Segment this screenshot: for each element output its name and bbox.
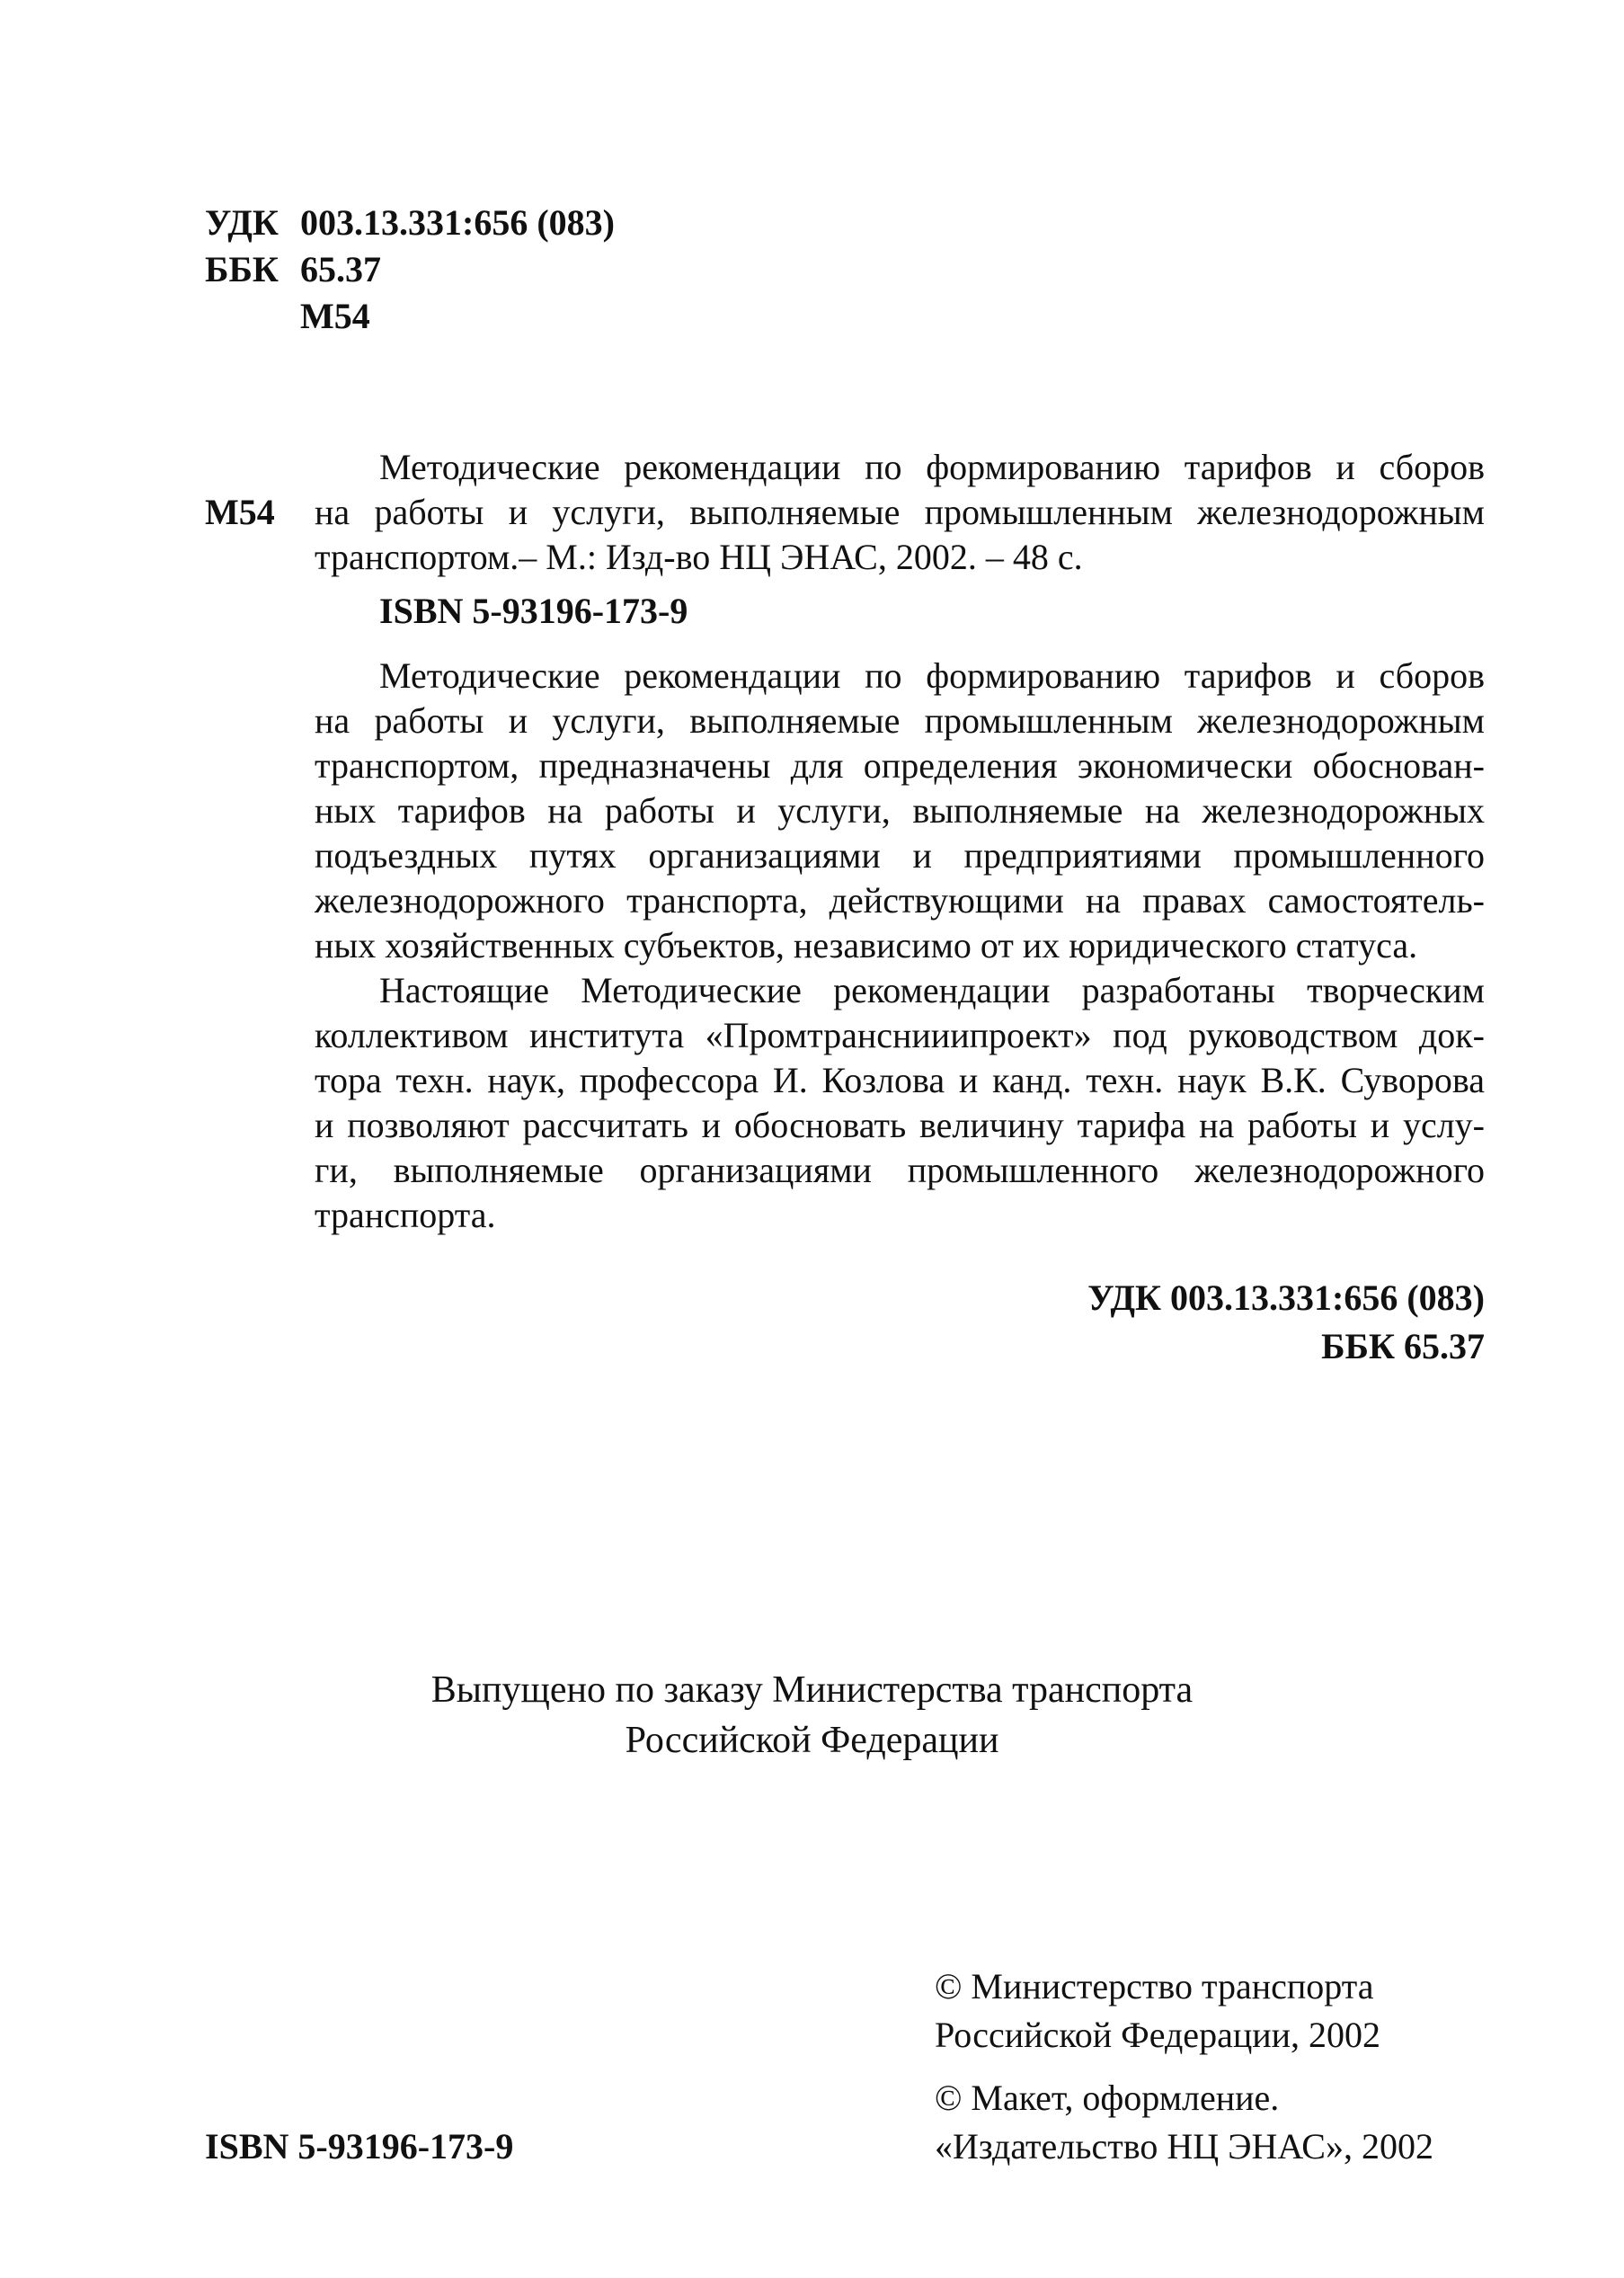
udk-value: 003.13.331:656 (083) <box>300 202 615 243</box>
abstract-line: тора техн. наук, профессора И. Козлова и канд. техн. наук В.К. Суворова <box>315 1060 1485 1100</box>
commission-line-2: Российской Федерации <box>625 1720 999 1761</box>
copyright-line: © Макет, оформление. <box>935 2078 1280 2118</box>
udk-label: УДК <box>205 202 279 243</box>
abstract-line: на работы и услуги, выполняемые промышленным железнодорожным <box>315 700 1485 741</box>
footer-udk: УДК 003.13.331:656 (083) <box>1087 1277 1485 1318</box>
bib-title-line-1: Методические рекомендации по формированию тарифов и сборов <box>379 447 1485 487</box>
abstract-line: ных хозяйственных субъектов, независимо от их юридического статуса. <box>315 925 1418 965</box>
abstract-line: Методические рекомендации по формированию тарифов и сборов <box>379 655 1485 696</box>
abstract-line: железнодорожного транспорта, действующими на правах самостоятель- <box>315 880 1485 921</box>
abstract-line: транспортом, предназначены для определения экономически обоснован- <box>315 745 1485 786</box>
side-author-mark: М54 <box>205 492 275 532</box>
abstract-line: ных тарифов на работы и услуги, выполняемые на железнодорожных <box>315 790 1485 831</box>
copyright-line: Российской Федерации, 2002 <box>935 2015 1381 2055</box>
footer-bbk: ББК 65.37 <box>1321 1326 1485 1366</box>
abstract-line: подъездных путях организациями и предприятиями промышленного <box>315 835 1485 876</box>
bottom-isbn: ISBN 5-93196-173-9 <box>205 2126 514 2167</box>
abstract-line: коллективом института «Промтранснииипроект» под руководством док- <box>315 1015 1485 1055</box>
author-mark: М54 <box>300 296 370 336</box>
copyright-line: © Министерство транспорта <box>935 1966 1374 2007</box>
bib-title-line-2: на работы и услуги, выполняемые промышленным железнодорожным <box>315 492 1485 532</box>
copyright-line: «Издательство НЦ ЭНАС», 2002 <box>935 2126 1433 2167</box>
abstract-line: ги, выполняемые организациями промышленного железнодорожного <box>315 1150 1485 1190</box>
abstract-line: и позволяют рассчитать и обосновать величину тарифа на работы и услу- <box>315 1105 1485 1145</box>
bib-isbn: ISBN 5-93196-173-9 <box>379 591 688 631</box>
bib-title-line-3: транспортом.– М.: Изд-во НЦ ЭНАС, 2002. – 48 с. <box>315 537 1083 577</box>
abstract-line: Настоящие Методические рекомендации разработаны творческим <box>379 970 1485 1010</box>
abstract-line: транспорта. <box>315 1195 496 1235</box>
bbk-value: 65.37 <box>300 249 381 289</box>
bbk-label: ББК <box>205 249 279 289</box>
commission-line-1: Выпущено по заказу Министерства транспорта <box>430 1669 1194 1711</box>
